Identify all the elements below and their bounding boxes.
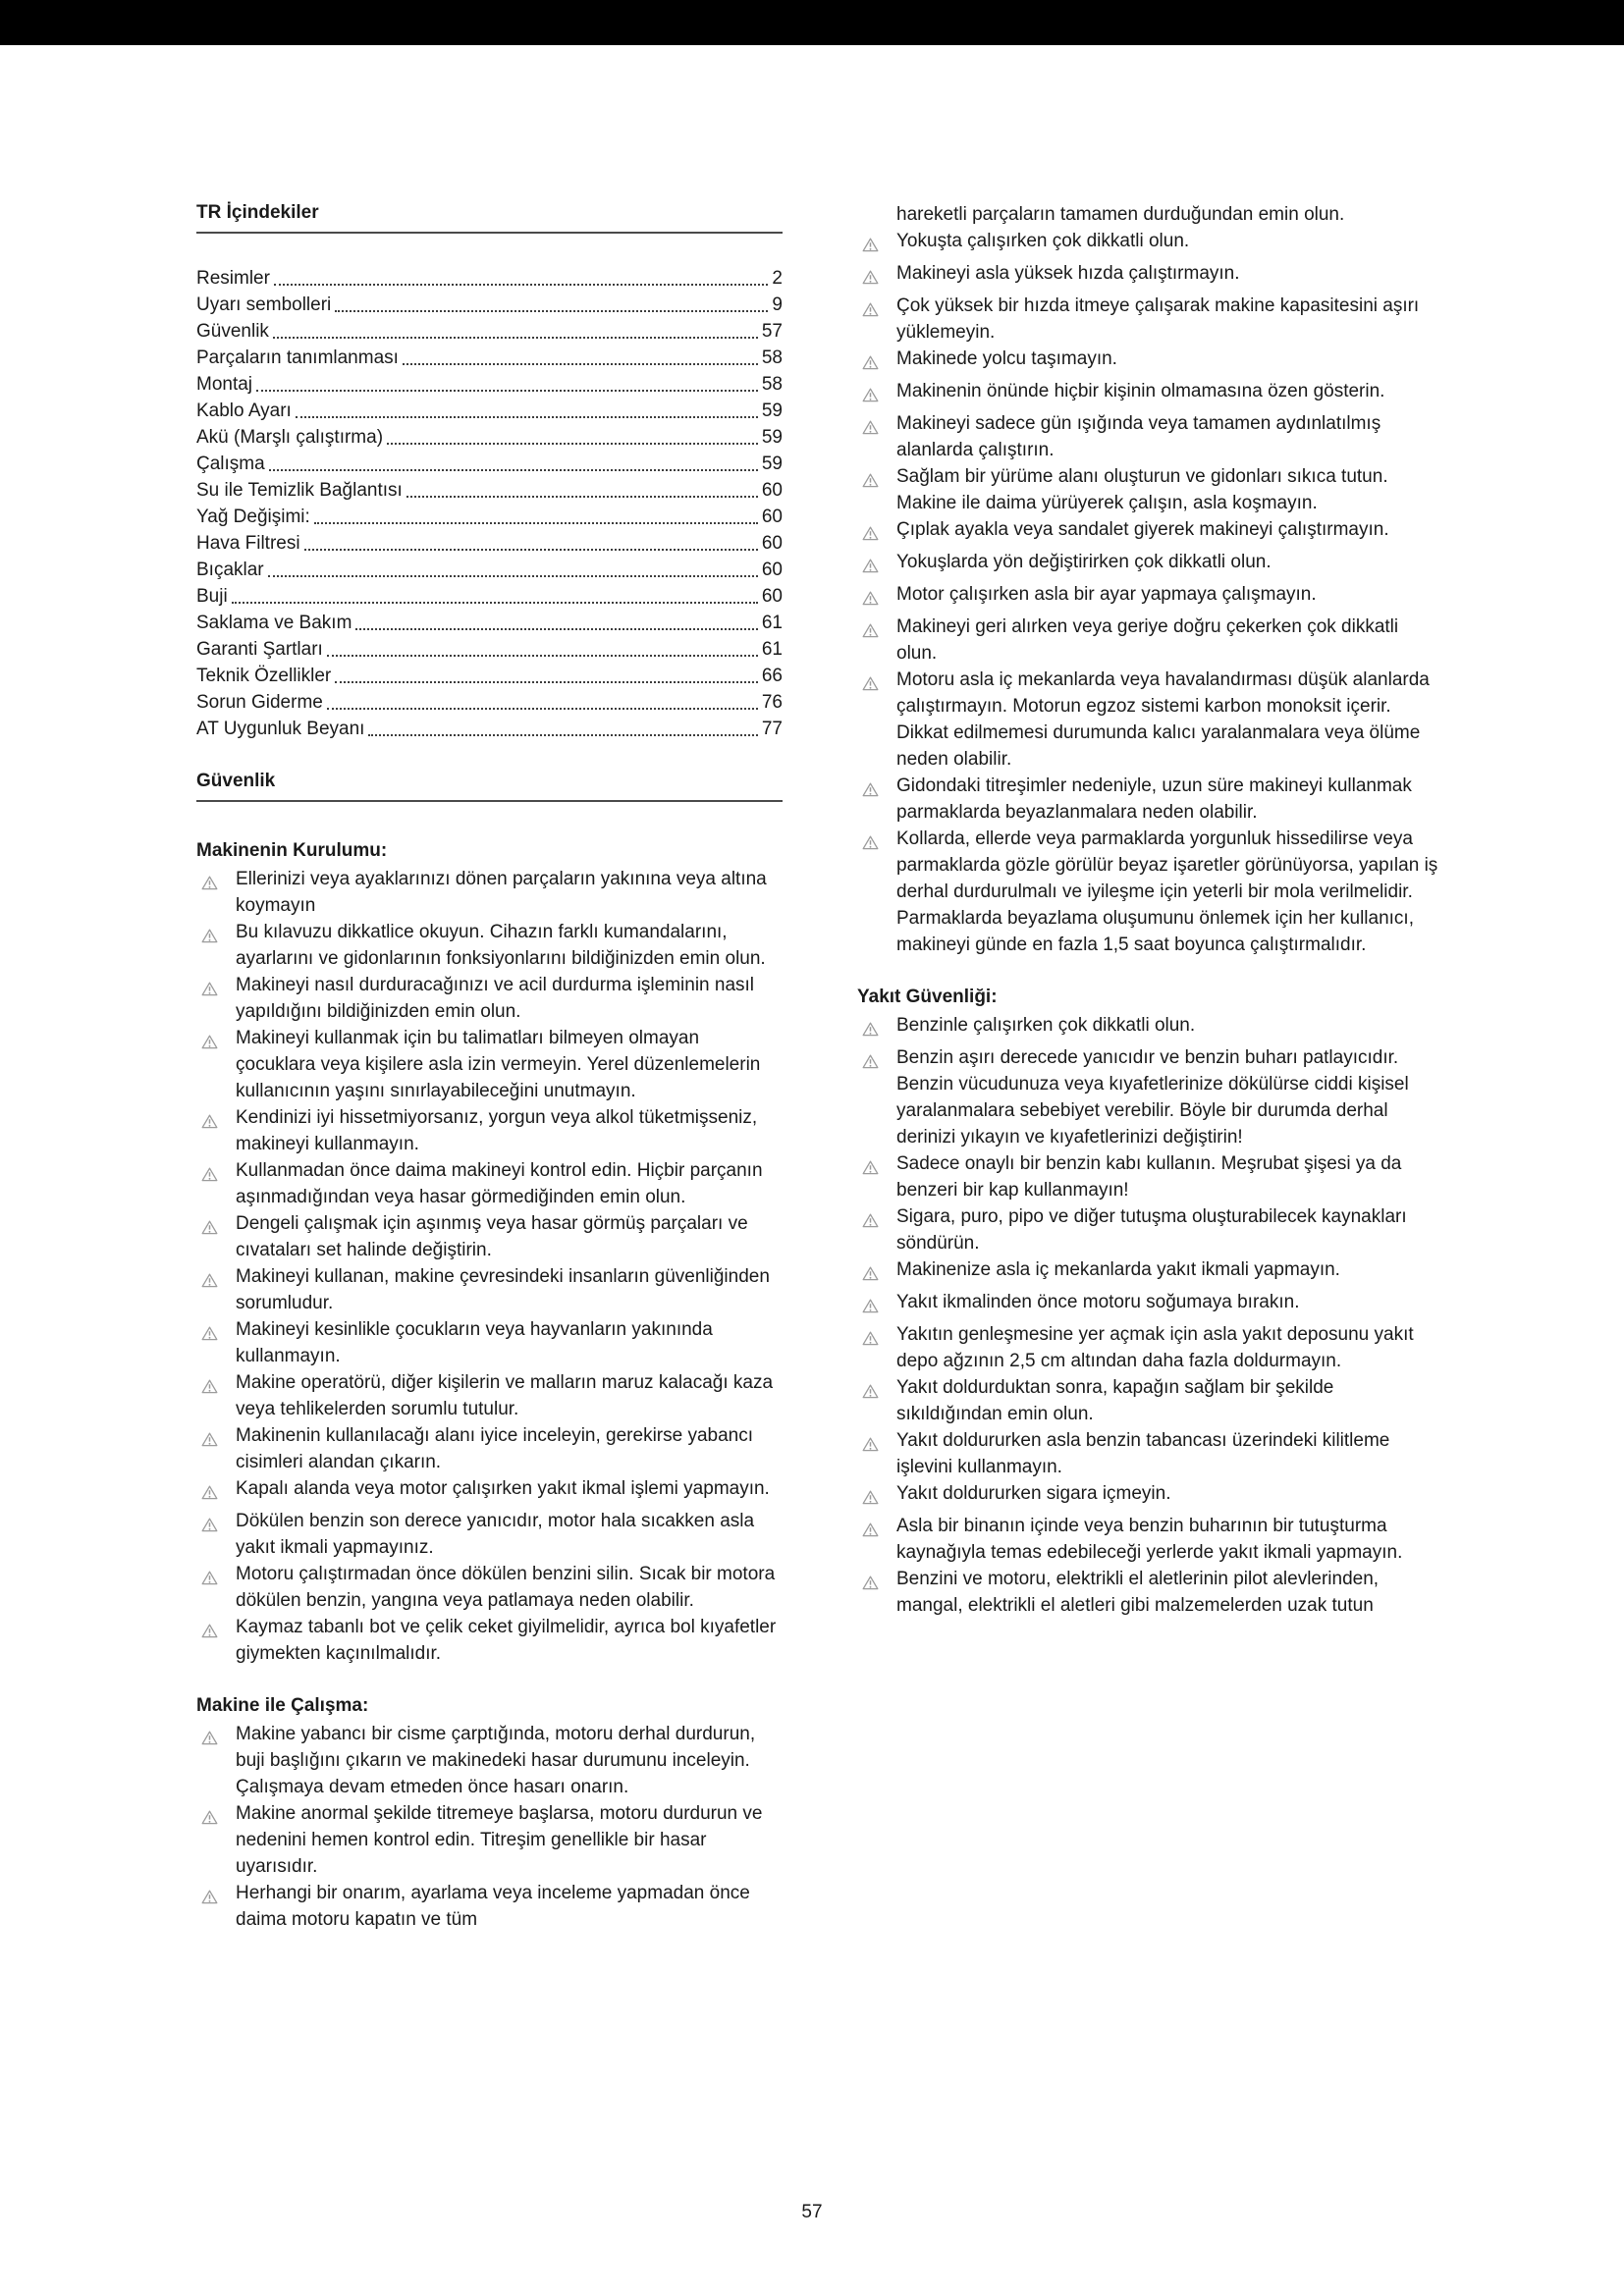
- toc-entry-label: Teknik Özellikler: [196, 666, 332, 686]
- toc-entry-label: Su ile Temizlik Bağlantısı: [196, 480, 403, 501]
- warning-item-text: Motor çalışırken asla bir ayar yapmaya çalışmayın.: [896, 584, 1317, 605]
- warning-icon: [857, 1513, 896, 1566]
- warning-icon: [196, 1614, 236, 1667]
- warning-item: [196, 1508, 783, 1561]
- safety-group: [196, 837, 783, 1667]
- warning-item: [857, 667, 1443, 773]
- toc-leader-dots: [387, 443, 758, 445]
- toc-leader-dots: [314, 522, 758, 524]
- warning-item: [196, 1104, 783, 1157]
- warning-icon: [196, 1157, 236, 1210]
- toc-entry-label: Kablo Ayarı: [196, 400, 292, 421]
- warning-icon: [857, 826, 896, 958]
- toc-entry-page: 60: [761, 507, 783, 527]
- warning-item-text: Benzinle çalışırken çok dikkatli olun.: [896, 1015, 1196, 1036]
- safety-left-groups: [196, 837, 783, 1933]
- warning-icon: [857, 614, 896, 667]
- warning-item: [196, 1422, 783, 1475]
- toc-entry: [196, 583, 783, 610]
- warning-item: [857, 1480, 1443, 1513]
- warning-item: [196, 1210, 783, 1263]
- warning-item-text: Makineyi kesinlikle çocukların veya hayvanların yakınında kullanmayın.: [236, 1319, 713, 1366]
- warning-icon: [196, 1800, 236, 1880]
- warning-item: [857, 293, 1443, 346]
- warning-item: [857, 1150, 1443, 1203]
- warning-icon: [196, 1422, 236, 1475]
- safety-group-heading: Makine ile Çalışma:: [196, 1695, 369, 1716]
- warning-item: [857, 516, 1443, 549]
- warning-item-text: Yakıt doldururken asla benzin tabancası üzerindeki kilitleme işlevini kullanmayın.: [896, 1430, 1390, 1477]
- warning-list: [857, 228, 1443, 958]
- warning-item: [196, 1880, 783, 1933]
- safety-group-heading: Yakıt Güvenliği:: [857, 987, 998, 1007]
- toc-leader-dots: [335, 681, 758, 683]
- warning-item-text: Ellerinizi veya ayaklarınızı dönen parçaların yakınına veya altına koymayın: [236, 869, 767, 916]
- warning-item: [857, 1427, 1443, 1480]
- warning-item: [196, 1369, 783, 1422]
- warning-icon: [857, 1150, 896, 1203]
- toc-leader-dots: [296, 416, 758, 418]
- warning-icon: [857, 293, 896, 346]
- warning-item-text: Çok yüksek bir hızda itmeye çalışarak makine kapasitesini aşırı yüklemeyin.: [896, 295, 1420, 343]
- toc-entry: [196, 477, 783, 504]
- warning-icon: [857, 410, 896, 463]
- warning-item-text: Dengeli çalışmak için aşınmış veya hasar görmüş parçaları ve cıvataları set halinde değiştirin.: [236, 1213, 748, 1260]
- toc-leader-dots: [232, 602, 758, 604]
- warning-item: [196, 1475, 783, 1508]
- warning-item-text: Makinenize asla iç mekanlarda yakıt ikmali yapmayın.: [896, 1259, 1340, 1280]
- toc-entry-page: 60: [761, 533, 783, 554]
- warning-icon: [857, 1203, 896, 1256]
- toc-entry: [196, 504, 783, 530]
- warning-item-text: Makinenin önünde hiçbir kişinin olmamasına özen gösterin.: [896, 381, 1385, 401]
- warning-item-text: Yakıtın genleşmesine yer açmak için asla yakıt deposunu yakıt depo ağzının 2,5 cm altından daha fazla doldurmayın.: [896, 1324, 1414, 1371]
- warning-item: [857, 378, 1443, 410]
- warning-item: [196, 1721, 783, 1800]
- toc-leader-dots: [304, 549, 758, 551]
- warning-icon: [196, 866, 236, 919]
- toc-entry-page: 59: [761, 454, 783, 474]
- warning-item: [196, 1263, 783, 1316]
- warning-item-text: Kapalı alanda veya motor çalışırken yakıt ikmal işlemi yapmayın.: [236, 1478, 770, 1499]
- toc-entry-label: Bıçaklar: [196, 560, 264, 580]
- toc-entry-page: 59: [761, 400, 783, 421]
- warning-icon: [857, 228, 896, 260]
- warning-item-text: Sadece onaylı bir benzin kabı kullanın. Meşrubat şişesi ya da benzeri bir kap kullanmayın!: [896, 1153, 1402, 1201]
- continuation-text: hareketli parçaların tamamen durduğundan emin olun.: [896, 204, 1345, 225]
- warning-item: [196, 1561, 783, 1614]
- warning-item-text: Benzini ve motoru, elektrikli el aletlerinin pilot alevlerinden, mangal, elektrikli el aletleri gibi malzemelerden uzak tutun: [896, 1569, 1380, 1616]
- warning-item: [196, 919, 783, 972]
- toc-entry: [196, 530, 783, 557]
- toc-entry-page: 76: [761, 692, 783, 713]
- safety-section-header: Güvenlik: [196, 770, 783, 802]
- toc-entry-page: 2: [772, 268, 783, 289]
- warning-icon: [857, 378, 896, 410]
- content-area: [196, 201, 1443, 1933]
- warning-item-text: Makineyi asla yüksek hızda çalıştırmayın.: [896, 263, 1240, 284]
- warning-icon: [857, 260, 896, 293]
- toc-entry: [196, 318, 783, 345]
- warning-item: [196, 866, 783, 919]
- warning-item-text: Makinenin kullanılacağı alanı iyice inceleyin, gerekirse yabancı cisimleri alandan çıkarın.: [236, 1425, 754, 1472]
- toc-entry-page: 60: [761, 480, 783, 501]
- safety-group-heading: Makinenin Kurulumu:: [196, 840, 388, 861]
- warning-icon: [857, 516, 896, 549]
- toc-leader-dots: [273, 337, 758, 339]
- safety-group: [196, 1692, 783, 1933]
- warning-item-text: Dökülen benzin son derece yanıcıdır, motor hala sıcakken asla yakıt ikmali yapmayınız.: [236, 1511, 755, 1558]
- warning-icon: [196, 1721, 236, 1800]
- warning-icon: [857, 1044, 896, 1150]
- warning-icon: [857, 1289, 896, 1321]
- warning-list: [196, 866, 783, 1667]
- warning-item: [857, 1256, 1443, 1289]
- toc-list: [196, 265, 783, 742]
- toc-entry: [196, 265, 783, 292]
- warning-list: [196, 1721, 783, 1933]
- toc-leader-dots: [268, 575, 758, 577]
- toc-entry-page: 9: [772, 294, 783, 315]
- toc-entry-label: AT Uygunluk Beyanı: [196, 719, 365, 739]
- toc-leader-dots: [403, 363, 758, 365]
- toc-entry-page: 61: [761, 613, 783, 633]
- warning-item: [857, 614, 1443, 667]
- warning-item: [196, 1800, 783, 1880]
- warning-item: [857, 549, 1443, 581]
- warning-icon: [857, 1480, 896, 1513]
- warning-item-text: Sigara, puro, pipo ve diğer tutuşma oluşturabilecek kaynakları söndürün.: [896, 1206, 1407, 1254]
- warning-item: [857, 410, 1443, 463]
- warning-item-text: Makineyi nasıl durduracağınızı ve acil durdurma işleminin nasıl yapıldığını bildiğinizden emin olun.: [236, 975, 755, 1022]
- warning-icon: [196, 1210, 236, 1263]
- warning-icon: [196, 1263, 236, 1316]
- toc-entry-page: 59: [761, 427, 783, 448]
- toc-entry-label: Akü (Marşlı çalıştırma): [196, 427, 384, 448]
- warning-item: [857, 260, 1443, 293]
- warning-item-text: Yakıt doldurduktan sonra, kapağın sağlam bir şekilde sıkıldığından emin olun.: [896, 1377, 1334, 1424]
- toc-leader-dots: [327, 655, 758, 657]
- warning-icon: [196, 919, 236, 972]
- warning-item: [857, 1513, 1443, 1566]
- warning-icon: [196, 1561, 236, 1614]
- warning-icon: [857, 346, 896, 378]
- warning-item: [196, 1316, 783, 1369]
- warning-item-text: Kendinizi iyi hissetmiyorsanız, yorgun veya alkol tüketmişseniz, makineyi kullanmayın.: [236, 1107, 758, 1154]
- toc-entry-label: Çalışma: [196, 454, 265, 474]
- toc-entry-page: 66: [761, 666, 783, 686]
- toc-leader-dots: [269, 469, 758, 471]
- toc-entry: [196, 398, 783, 424]
- warning-item: [857, 1321, 1443, 1374]
- warning-item: [857, 228, 1443, 260]
- toc-entry-label: Saklama ve Bakım: [196, 613, 352, 633]
- toc-entry-label: Güvenlik: [196, 321, 269, 342]
- toc-entry: [196, 689, 783, 716]
- warning-item: [857, 1374, 1443, 1427]
- warning-item: [196, 1157, 783, 1210]
- warning-item-text: Kullanmadan önce daima makineyi kontrol edin. Hiçbir parçanın aşınmadığından veya hasar görmediğinden emin olun.: [236, 1160, 763, 1207]
- warning-icon: [196, 1104, 236, 1157]
- warning-item-text: Yakıt ikmalinden önce motoru soğumaya bırakın.: [896, 1292, 1300, 1312]
- toc-entry-label: Hava Filtresi: [196, 533, 300, 554]
- warning-item: [857, 1289, 1443, 1321]
- warning-item-text: Yokuşlarda yön değiştirirken çok dikkatli olun.: [896, 552, 1272, 572]
- right-column: [857, 201, 1443, 1933]
- warning-item: [857, 1203, 1443, 1256]
- toc-entry-label: Resimler: [196, 268, 270, 289]
- warning-item-text: Makine operatörü, diğer kişilerin ve malların maruz kalacağı kaza veya tehlikelerden sorumlu tutulur.: [236, 1372, 774, 1419]
- toc-leader-dots: [355, 628, 757, 630]
- warning-item-text: Makine yabancı bir cisme çarptığında, motoru derhal durdurun, buji başlığını çıkarın ve makinedeki hasar durumunu inceleyin. Çalışmaya devam etmeden önce hasarı onarın.: [236, 1724, 756, 1797]
- warning-item-text: Kaymaz tabanlı bot ve çelik ceket giyilmelidir, ayrıca bol kıyafetler giymekten kaçınılmalıdır.: [236, 1617, 777, 1664]
- top-black-bar: [0, 0, 1624, 45]
- toc-entry: [196, 424, 783, 451]
- warning-item: [857, 1566, 1443, 1619]
- toc-entry-label: Montaj: [196, 374, 253, 395]
- toc-entry-page: 77: [761, 719, 783, 739]
- warning-item-text: Motoru çalıştırmadan önce dökülen benzini silin. Sıcak bir motora dökülen benzin, yangına veya patlamaya neden olabilir.: [236, 1564, 776, 1611]
- toc-entry-label: Garanti Şartları: [196, 639, 323, 660]
- warning-icon: [196, 1369, 236, 1422]
- warning-item-text: Asla bir binanın içinde veya benzin buharının bir tutuşturma kaynağıyla temas edebileceği yerlerde yakıt ikmali yapmayın.: [896, 1516, 1403, 1563]
- warning-list: [857, 1012, 1443, 1619]
- warning-icon: [857, 1012, 896, 1044]
- toc-entry: [196, 636, 783, 663]
- toc-entry-page: 61: [761, 639, 783, 660]
- toc-entry: [196, 557, 783, 583]
- toc-entry-label: Sorun Giderme: [196, 692, 323, 713]
- warning-icon: [857, 1256, 896, 1289]
- warning-icon: [857, 1427, 896, 1480]
- warning-icon: [857, 463, 896, 516]
- toc-entry: [196, 371, 783, 398]
- warning-item: [857, 773, 1443, 826]
- toc-leader-dots: [368, 734, 757, 736]
- toc-entry-label: Buji: [196, 586, 228, 607]
- warning-icon: [196, 972, 236, 1025]
- toc-leader-dots: [335, 310, 768, 312]
- warning-icon: [857, 549, 896, 581]
- toc-leader-dots: [274, 284, 768, 286]
- toc-leader-dots: [256, 390, 758, 392]
- warning-item: [857, 826, 1443, 958]
- warning-item-text: Yokuşta çalışırken çok dikkatli olun.: [896, 231, 1190, 251]
- toc-entry: [196, 292, 783, 318]
- toc-entry-page: 60: [761, 586, 783, 607]
- warning-icon: [857, 1321, 896, 1374]
- toc-entry-page: 58: [761, 374, 783, 395]
- toc-entry-page: 58: [761, 347, 783, 368]
- warning-icon: [196, 1475, 236, 1508]
- toc-header: TR İçindekiler: [196, 201, 783, 234]
- warning-icon: [857, 1374, 896, 1427]
- warning-item-text: Kollarda, ellerde veya parmaklarda yorgunluk hissedilirse veya parmaklarda gözle görülür beyaz işaretler görünüyorsa, yapılan iş derhal durdurulmalı ve iyileşme için yeterli bir mola verilmelidir. Parmaklarda beyazlama oluşumunu önlemek için her kullanıcı, makineyi günde en fazla 1,5 saat boyunca çalıştırmalıdır.: [896, 828, 1438, 955]
- warning-item-text: Sağlam bir yürüme alanı oluşturun ve gidonları sıkıca tutun. Makine ile daima yürüyerek çalışın, asla koşmayın.: [896, 466, 1388, 513]
- safety-group: [857, 228, 1443, 958]
- safety-right-groups: [857, 228, 1443, 1619]
- safety-group: [857, 984, 1443, 1619]
- warning-icon: [196, 1316, 236, 1369]
- warning-item-text: Makinede yolcu taşımayın.: [896, 348, 1117, 369]
- warning-item: [857, 1012, 1443, 1044]
- warning-item-text: Bu kılavuzu dikkatlice okuyun. Cihazın farklı kumandalarını, ayarlarını ve gidonlarının fonksiyonlarını bildiğinizden emin olun.: [236, 922, 766, 969]
- warning-item-text: Makineyi sadece gün ışığında veya tamamen aydınlatılmış alanlarda çalıştırın.: [896, 413, 1381, 460]
- warning-item: [857, 1044, 1443, 1150]
- warning-item-text: Motoru asla iç mekanlarda veya havalandırması düşük alanlarda çalıştırmayın. Motorun egzoz sistemi karbon monoksit içerir. Dikkat edilmemesi durumunda kalıcı yaralanmalara veya ölüme neden olabilir.: [896, 669, 1430, 770]
- toc-entry-page: 57: [761, 321, 783, 342]
- warning-item-text: Yakıt doldururken sigara içmeyin.: [896, 1483, 1171, 1504]
- toc-entry: [196, 451, 783, 477]
- warning-item-text: Makineyi kullanan, makine çevresindeki insanların güvenliğinden sorumludur.: [236, 1266, 770, 1313]
- toc-entry: [196, 716, 783, 742]
- warning-item: [857, 463, 1443, 516]
- warning-icon: [196, 1508, 236, 1561]
- warning-item: [857, 581, 1443, 614]
- warning-icon: [857, 1566, 896, 1619]
- warning-icon: [196, 1025, 236, 1104]
- warning-item-text: Makine anormal şekilde titremeye başlarsa, motoru durdurun ve nedenini hemen kontrol edin. Titreşim genellikle bir hasar uyarısıdır.: [236, 1803, 763, 1877]
- warning-item-text: Herhangi bir onarım, ayarlama veya inceleme yapmadan önce daima motoru kapatın ve tüm: [236, 1883, 750, 1930]
- warning-item-text: Makineyi kullanmak için bu talimatları bilmeyen olmayan çocuklara veya kişilere asla izin vermeyin. Yerel düzenlemelerin kullanıcının yaşını sınırlayabileceğini unutmayın.: [236, 1028, 761, 1101]
- toc-entry-page: 60: [761, 560, 783, 580]
- warning-item: [196, 972, 783, 1025]
- toc-entry-label: Yağ Değişimi:: [196, 507, 310, 527]
- toc-entry-label: Uyarı sembolleri: [196, 294, 332, 315]
- left-column: [196, 201, 783, 1933]
- warning-item: [196, 1025, 783, 1104]
- warning-item: [857, 346, 1443, 378]
- warning-icon: [857, 773, 896, 826]
- warning-item-text: Çıplak ayakla veya sandalet giyerek makineyi çalıştırmayın.: [896, 519, 1389, 540]
- toc-entry-label: Parçaların tanımlanması: [196, 347, 399, 368]
- warning-item-text: Benzin aşırı derecede yanıcıdır ve benzin buharı patlayıcıdır. Benzin vücudunuza veya kıyafetlerinize dökülürse ciddi kişisel yaralanmalara sebebiyet verebilir. Böyle bir durumda derhal derinizi yıkayın ve kıyafetlerinizi değiştirin!: [896, 1047, 1409, 1148]
- toc-leader-dots: [406, 496, 758, 498]
- toc-entry: [196, 345, 783, 371]
- toc-leader-dots: [327, 708, 758, 710]
- toc-entry: [196, 610, 783, 636]
- warning-item: [196, 1614, 783, 1667]
- page-number: 57: [801, 2202, 823, 2222]
- warning-item-text: Gidondaki titreşimler nedeniyle, uzun süre makineyi kullanmak parmaklarda beyazlanmalara neden olabilir.: [896, 775, 1412, 823]
- toc-entry: [196, 663, 783, 689]
- warning-icon: [857, 581, 896, 614]
- warning-item-text: Makineyi geri alırken veya geriye doğru çekerken çok dikkatli olun.: [896, 616, 1399, 664]
- warning-icon: [196, 1880, 236, 1933]
- warning-icon: [857, 667, 896, 773]
